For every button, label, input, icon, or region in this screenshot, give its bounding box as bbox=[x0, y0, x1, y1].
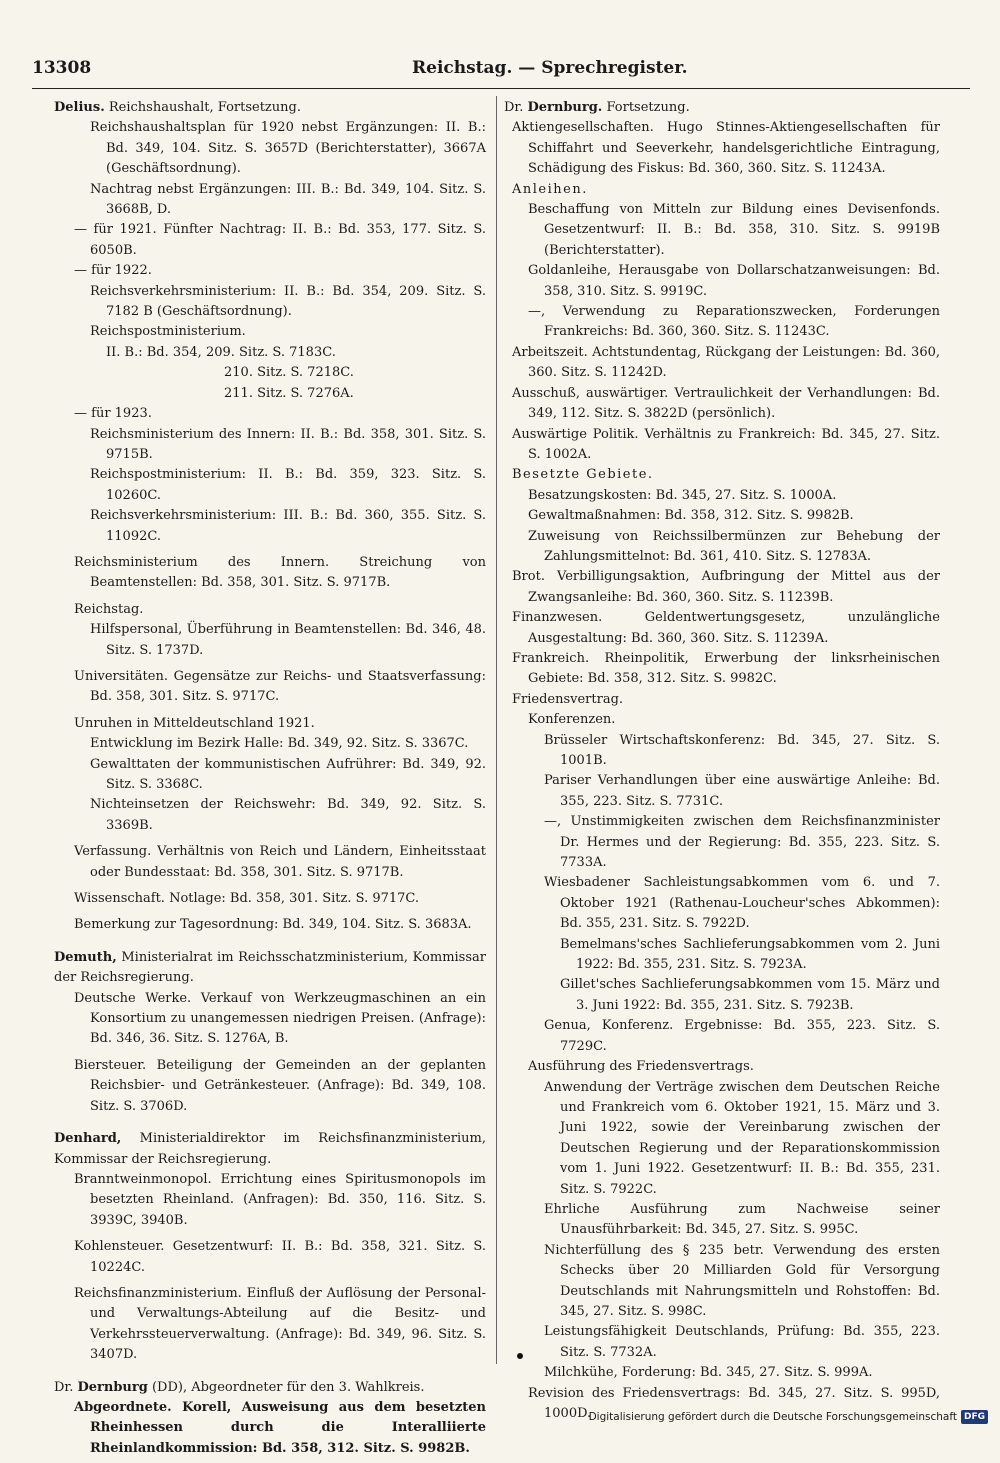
page-number: 13308 bbox=[32, 58, 92, 78]
list-item: Bemerkung zur Tagesordnung: Bd. 349, 104. Sitz. S. 3683A. bbox=[74, 917, 472, 933]
entry-head bbox=[54, 1129, 486, 1170]
entry-dernburg bbox=[54, 1378, 486, 1460]
bullet-dot bbox=[517, 1353, 523, 1359]
footer-text: Digitalisierung gefördert durch die Deutsche Forschungsgemeinschaft bbox=[588, 1411, 957, 1423]
list-item: Anwendung der Verträge zwischen dem Deutschen Reiche und Frankreich vom 6. Oktober 1921, 15. März und 3. Juni 1922, sowie der Vereinbarung zwischen der Deutschen Regierung und der Reparationskommission vom 1. Juni 1922. Gesetzentwurf: II. B.: Bd. 355, 231. Sitz. S. 7922C. bbox=[544, 1079, 940, 1197]
list-item: Milchkühe, Forderung: Bd. 345, 27. Sitz. S. 999A. bbox=[544, 1365, 873, 1381]
list-item: Wissenschaft. Notlage: Bd. 358, 301. Sitz. S. 9717C. bbox=[74, 891, 420, 907]
list-item: Brüsseler Wirtschaftskonferenz: Bd. 345, 27. Sitz. S. 1001B. bbox=[544, 732, 940, 768]
list-item: Zuweisung von Reichssilbermünzen zur Behebung der Zahlungsmittelnot: Bd. 361, 410. Sitz. S. 12783A. bbox=[528, 528, 940, 564]
entry-head bbox=[54, 98, 486, 118]
list-item: Goldanleihe, Herausgabe von Dollarschatzanweisungen: Bd. 358, 310. Sitz. S. 9919C. bbox=[528, 263, 940, 299]
list-item: Hilfspersonal, Überführung in Beamtenstellen: Bd. 346, 48. Sitz. S. 1737D. bbox=[90, 622, 486, 658]
list-item: Biersteuer. Beteiligung der Gemeinden an der geplanten Reichsbier- und Getränkesteuer. (Anfrage): Bd. 349, 108. Sitz. S. 3706D. bbox=[74, 1057, 486, 1114]
list-item: Reichspostministerium. bbox=[90, 324, 246, 340]
entry-head bbox=[54, 948, 486, 989]
list-item: Entwicklung im Bezirk Halle: Bd. 349, 92. Sitz. S. 3367C. bbox=[90, 736, 469, 752]
entry-desc: Reichshaushalt, Fortsetzung. bbox=[108, 100, 301, 115]
entry-name: Dernburg. bbox=[527, 100, 603, 115]
list-item: 211. Sitz. S. 7276A. bbox=[224, 385, 354, 401]
list-item: Konferenzen. bbox=[528, 712, 616, 728]
entry-desc: Ministerialdirektor im Reichsfinanzministerium, Kommissar der Reichsregierung. bbox=[54, 1131, 486, 1167]
list-item: Reichstag. bbox=[74, 601, 144, 617]
list-item: Gewaltmaßnahmen: Bd. 358, 312. Sitz. S. 9982B. bbox=[528, 508, 854, 524]
list-item: II. B.: Bd. 354, 209. Sitz. S. 7183C. bbox=[106, 344, 336, 360]
entry-prefix: Dr. bbox=[54, 1379, 74, 1395]
list-item: Gewalttaten der kommunistischen Aufrührer: Bd. 349, 92. Sitz. S. 3368C. bbox=[90, 756, 486, 792]
entry-name: Demuth, bbox=[54, 949, 117, 965]
list-item: Pariser Verhandlungen über eine auswärtige Anleihe: Bd. 355, 223. Sitz. S. 7731C. bbox=[544, 773, 940, 809]
list-item: Branntweinmonopol. Errichtung eines Spiritusmonopols im besetzten Rheinland. (Anfragen): Bd. 350, 116. Sitz. S. 3939C, 3940B. bbox=[74, 1171, 486, 1228]
list-item: Frankreich. Rheinpolitik, Erwerbung der linksrheinischen Gebiete: Bd. 358, 312. Sitz. S. 9982C. bbox=[512, 650, 940, 687]
page-header bbox=[32, 56, 970, 89]
list-item: Nachtrag nebst Ergänzungen: III. B.: Bd. 349, 104. Sitz. S. 3668B, D. bbox=[90, 181, 486, 218]
list-item: Arbeitszeit. Achtstundentag, Rückgang der Leistungen: Bd. 360, 360. Sitz. S. 11242D. bbox=[512, 344, 940, 381]
list-item: Ausführung des Friedensvertrags. bbox=[528, 1059, 754, 1075]
entry-desc: (DD), Abgeordneter für den 3. Wahlkreis. bbox=[151, 1379, 425, 1395]
list-item: — für 1921. Fünfter Nachtrag: II. B.: Bd. 353, 177. Sitz. S. 6050B. bbox=[74, 222, 486, 258]
entry-head bbox=[54, 1378, 486, 1398]
list-item: Finanzwesen. Geldentwertungsgesetz, unzulängliche Ausgestaltung: Bd. 360, 360. Sitz. S. 11239A. bbox=[512, 610, 940, 646]
entry-name: Denhard, bbox=[54, 1131, 122, 1147]
list-item: 210. Sitz. S. 7218C. bbox=[224, 365, 354, 381]
list-item: Reichsfinanzministerium. Einfluß der Auflösung der Personal- und Verwaltungs-Abteilung auf die Besitz- und Verkehrssteuerverwaltung. (Anfrage): Bd. 349, 96. Sitz. S. 3407D. bbox=[74, 1285, 486, 1363]
list-item: Besatzungskosten: Bd. 345, 27. Sitz. S. 1000A. bbox=[528, 487, 837, 503]
left-column bbox=[54, 98, 486, 1463]
list-item: Ausschuß, auswärtiger. Vertraulichkeit der Verhandlungen: Bd. 349, 112. Sitz. S. 3822D (persönlich). bbox=[512, 385, 940, 422]
entry-denhard bbox=[54, 1129, 486, 1365]
list-item: Besetzte Gebiete. bbox=[512, 467, 654, 483]
list-item: —, Verwendung zu Reparationszwecken, Forderungen Frankreichs: Bd. 360, 360. Sitz. S. 11243C. bbox=[528, 304, 940, 340]
list-item: Abgeordnete. Korell, Ausweisung aus dem besetzten Rheinhessen durch die Interalliierte Rheinlandkommission: Bd. 358, 312. Sitz. S. 9982B. bbox=[74, 1399, 486, 1456]
list-item: Universitäten. Gegensätze zur Reichs- und Staatsverfassung: Bd. 358, 301. Sitz. S. 9717C. bbox=[74, 668, 486, 705]
list-item: Genua, Konferenz. Ergebnisse: Bd. 355, 223. Sitz. S. 7729C. bbox=[544, 1018, 940, 1054]
list-item: Nichterfüllung des § 235 betr. Verwendung des ersten Schecks über 20 Milliarden Gold für Versorgung Deutschlands mit Nahrungsmitteln und Rohstoffen: Bd. 345, 27. Sitz. S. 998C. bbox=[544, 1242, 940, 1319]
entry-demuth bbox=[54, 948, 486, 1117]
list-item: Reichsministerium des Innern. Streichung von Beamtenstellen: Bd. 358, 301. Sitz. S. 9717B. bbox=[74, 554, 486, 591]
page-title: Reichstag. — Sprechregister. bbox=[412, 58, 688, 78]
list-item: Beschaffung von Mitteln zur Bildung eines Devisenfonds. Gesetzentwurf: II. B.: Bd. 358, 310. Sitz. S. 9919B (Berichterstatter). bbox=[528, 202, 940, 258]
list-item: Verfassung. Verhältnis von Reich und Ländern, Einheitsstaat oder Bundesstaat: Bd. 358, 301. Sitz. S. 9717B. bbox=[74, 844, 486, 880]
entry-desc: Fortsetzung. bbox=[606, 100, 690, 115]
list-item: Kohlensteuer. Gesetzentwurf: II. B.: Bd. 358, 321. Sitz. S. 10224C. bbox=[74, 1239, 486, 1275]
list-item: Leistungsfähigkeit Deutschlands, Prüfung: Bd. 355, 223. Sitz. S. 7732A. bbox=[544, 1324, 940, 1360]
list-item: Nichteinsetzen der Reichswehr: Bd. 349, 92. Sitz. S. 3369B. bbox=[90, 797, 486, 833]
right-column bbox=[504, 98, 940, 1424]
list-item: Bemelmans'sches Sachlieferungsabkommen vom 2. Juni 1922: Bd. 355, 231. Sitz. S. 7923A. bbox=[560, 936, 940, 973]
column-divider bbox=[496, 96, 497, 1364]
entry-desc: Ministerialrat im Reichsschatzministerium, Kommissar der Reichsregierung. bbox=[54, 949, 486, 986]
entry-name: Dernburg bbox=[77, 1379, 148, 1395]
dfg-logo-icon: DFG bbox=[961, 1410, 988, 1424]
entry-prefix: Dr. bbox=[504, 100, 524, 115]
entry-name: Delius. bbox=[54, 100, 105, 115]
entry-head bbox=[504, 98, 940, 118]
list-item: Ehrliche Ausführung zum Nachweise seiner Unausführbarkeit: Bd. 345, 27. Sitz. S. 995C. bbox=[544, 1201, 940, 1238]
list-item: Friedensvertrag. bbox=[512, 691, 624, 707]
list-item: —, Unstimmigkeiten zwischen dem Reichsfinanzminister Dr. Hermes und der Regierung: Bd. 355, 223. Sitz. S. 7733A. bbox=[544, 814, 940, 871]
list-item: Reichsverkehrsministerium: III. B.: Bd. 360, 355. Sitz. S. 11092C. bbox=[90, 508, 486, 544]
footer bbox=[589, 1410, 988, 1424]
list-item: — für 1922. bbox=[74, 263, 152, 279]
list-item: Gillet'sches Sachlieferungsabkommen vom 15. März und 3. Juni 1922: Bd. 355, 231. Sitz. S. 7923B. bbox=[560, 977, 940, 1013]
list-item: Aktiengesellschaften. Hugo Stinnes-Aktiengesellschaften für Schiffahrt und Seeverkehr, handelsgerichtliche Eintragung, Schädigung des Fiskus: Bd. 360, 360. Sitz. S. 11243A. bbox=[512, 120, 940, 177]
list-item: Anleihen. bbox=[512, 181, 588, 197]
list-item: Brot. Verbilligungsaktion, Aufbringung der Mittel aus der Zwangsanleihe: Bd. 360, 360. Sitz. S. 11239B. bbox=[512, 569, 940, 605]
list-item: Wiesbadener Sachleistungsabkommen vom 6. und 7. Oktober 1921 (Rathenau-Loucheur'sches Abkommen): Bd. 355, 231. Sitz. S. 7922D. bbox=[544, 875, 940, 932]
list-item: Unruhen in Mitteldeutschland 1921. bbox=[74, 715, 315, 731]
list-item: Revision des Friedensvertrags: Bd. 345, 27. Sitz. S. 995D, 1000D. bbox=[528, 1385, 940, 1421]
list-item: Deutsche Werke. Verkauf von Werkzeugmaschinen an ein Konsortium zu unangemessen niedrigen Preisen. (Anfrage): Bd. 346, 36. Sitz. S. 1276A, B. bbox=[74, 990, 486, 1047]
list-item: Reichshaushaltsplan für 1920 nebst Ergänzungen: II. B.: Bd. 349, 104. Sitz. S. 3657D (Berichterstatter), 3667A (Geschäftsordnung). bbox=[90, 120, 486, 177]
list-item: Reichsverkehrsministerium: II. B.: Bd. 354, 209. Sitz. S. 7182 B (Geschäftsordnung). bbox=[90, 283, 486, 320]
list-item: Reichsministerium des Innern: II. B.: Bd. 358, 301. Sitz. S. 9715B. bbox=[90, 426, 486, 462]
entry-delius bbox=[54, 98, 486, 936]
list-item: Auswärtige Politik. Verhältnis zu Frankreich: Bd. 345, 27. Sitz. S. 1002A. bbox=[512, 426, 940, 462]
list-item: Reichspostministerium: II. B.: Bd. 359, 323. Sitz. S. 10260C. bbox=[90, 467, 486, 503]
list-item: — für 1923. bbox=[74, 406, 152, 422]
